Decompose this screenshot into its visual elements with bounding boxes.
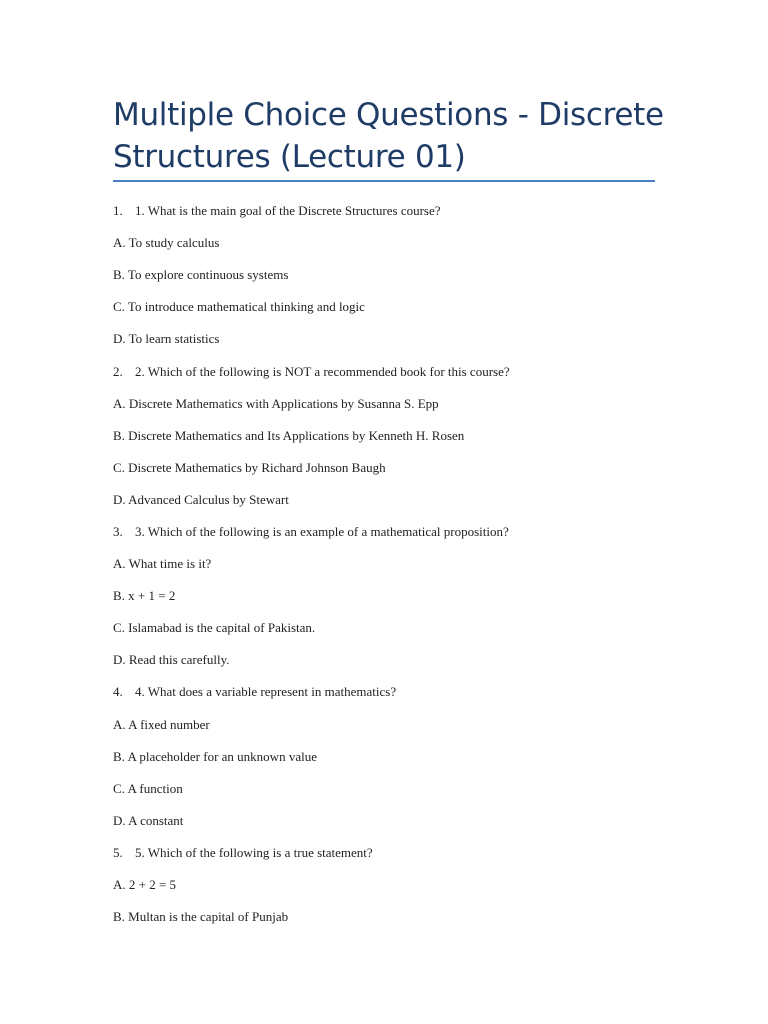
question-text: 3. Which of the following is an example of a mathematical proposition?	[135, 523, 509, 539]
option-2a: A. Discrete Mathematics with Applications by Susanna S. Epp	[113, 395, 439, 411]
option-3d: D. Read this carefully.	[113, 652, 230, 668]
option-1a: A. To study calculus	[113, 235, 220, 251]
option-3c: C. Islamabad is the capital of Pakistan.	[113, 620, 316, 636]
question-5	[113, 837, 673, 869]
question-text: 4. What does a variable represent in mathematics?	[135, 684, 397, 700]
question-number: 4.	[113, 684, 123, 700]
option-2d: D. Advanced Calculus by Stewart	[113, 491, 289, 507]
question-text: 5. Which of the following is a true statement?	[135, 844, 373, 860]
question-number: 3.	[113, 523, 123, 539]
option-3a: A. What time is it?	[113, 556, 212, 572]
option-4a: A. A fixed number	[113, 716, 210, 732]
option-4d: D. A constant	[113, 812, 184, 828]
option-4c: C. A function	[113, 780, 183, 796]
question-4	[113, 676, 673, 708]
option-1b: B. To explore continuous systems	[113, 267, 289, 283]
option-2b: B. Discrete Mathematics and Its Applications by Kenneth H. Rosen	[113, 427, 465, 443]
question-number: 2.	[113, 363, 123, 379]
question-text: 2. Which of the following is NOT a recommended book for this course?	[135, 363, 510, 379]
option-1c: C. To introduce mathematical thinking and logic	[113, 299, 365, 315]
option-5b: B. Multan is the capital of Punjab	[113, 909, 289, 925]
question-2	[113, 355, 673, 387]
option-1d: D. To learn statistics	[113, 331, 220, 347]
title-divider	[113, 180, 655, 182]
question-text: 1. What is the main goal of the Discrete Structures course?	[135, 203, 441, 219]
question-3	[113, 516, 673, 548]
question-number: 1.	[113, 203, 123, 219]
option-5a: A. 2 + 2 = 5	[113, 877, 177, 893]
option-3b: B. x + 1 = 2	[113, 588, 176, 604]
option-2c: C. Discrete Mathematics by Richard Johnson Baugh	[113, 459, 386, 475]
option-4b: B. A placeholder for an unknown value	[113, 748, 317, 764]
page-title: Multiple Choice Questions - Discrete Structures (Lecture 01)	[113, 97, 664, 175]
question-1	[113, 195, 673, 227]
question-number: 5.	[113, 844, 123, 860]
question-list	[113, 195, 673, 933]
